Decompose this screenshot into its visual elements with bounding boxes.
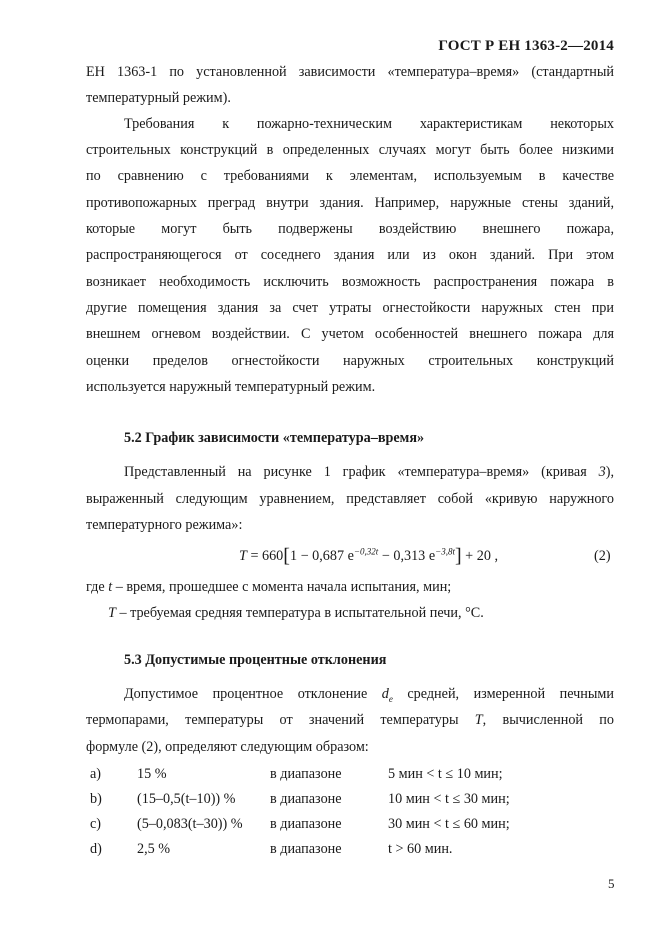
document-header: ГОСТ Р ЕН 1363-2—2014 <box>438 38 614 54</box>
para2-line-8: другие помещения здания за счет утраты огнестойкости наружных стен при <box>86 300 614 316</box>
para3-line-2: выраженный следующим уравнением, представляет собой «кривую наружного <box>86 491 614 507</box>
where-line-1: где t – время, прошедшее с момента начала испытания, мин; <box>86 579 452 595</box>
para4-line-1: Допустимое процентное отклонение $d_e$ средней, измеренной печными <box>124 686 614 704</box>
para2-line-2: строительных конструкций в определенных случаях могут быть более низкими <box>86 142 614 158</box>
equation-number: (2) <box>594 548 611 564</box>
para3-line-1: Представленный на рисунке 1 график «температура–время» (кривая 3), <box>124 464 614 480</box>
where-line-2: T – требуемая средняя температура в испытательной печи, °С. <box>108 605 484 621</box>
page-number: 5 <box>608 876 615 891</box>
para2-line-7: возникает необходимость исключить возможность распространения пожара в <box>86 274 614 290</box>
para2-line-9: внешнем огневом воздействии. С учетом особенностей внешнего пожара для <box>86 326 614 342</box>
para1-line-2: температурный режим). <box>86 90 231 106</box>
para2-line-4: противопожарных преград внутри здания. Например, наружные стены зданий, <box>86 195 614 211</box>
para2-line-1: Требования к пожарно-техническим характеристикам некоторых <box>124 116 614 132</box>
para2-line-6: распространяющегося от соседнего здания или из окон зданий. При этом <box>86 247 614 263</box>
para1-line-1: ЕН 1363-1 по установленной зависимости «температура–время» (стандартный <box>86 64 614 80</box>
para2-line-5: которые могут быть подвержены воздействию внешнего пожара, <box>86 221 614 237</box>
para2-line-10: оценки пределов огнестойкости наружных строительных конструкций <box>86 353 614 369</box>
section-heading-5-2: 5.2 График зависимости «температура–время» <box>124 430 425 446</box>
equation-formula: T = 660[1 − 0,687 $e^{-0,32t} - 0,313$ $e^{-3,8t}] + 20$ , <box>239 545 499 567</box>
para3-line-3: температурного режима»: <box>86 517 243 533</box>
para2-line-3: по сравнению с требованиями к элементам, используемым в качестве <box>86 168 614 184</box>
para4-line-3: формуле (2), определяют следующим образом: <box>86 739 369 755</box>
para2-line-11: используется наружный температурный режим. <box>86 379 376 395</box>
section-heading-5-3: 5.3 Допустимые процентные отклонения <box>124 652 387 668</box>
document-page: ГОСТ Р ЕН 1363-2—2014 ЕН 1363-1 по установленной зависимости «температура–время» (стандартный температурный режим). Требования к пожарно-техническим характеристикам некоторых строительных конструкций в определенных случаях могут быть более низкими по сравнению с требованиями к элементам, используемым в качестве противопожарных преград внутри здания. Например, наружные стены зданий, которые могут быть подвержены воздействию внешнего пожара, распространяющегося от соседнего здания или из окон зданий. При этом возникает необходимость исключить возможность распространения пожара в другие помещения здания за счет утраты огнестойкости наружных стен при внешнем огневом воздействии. С учетом особенностей внешнего пожара для оценки пределов огнестойкости наружных строительных конструкций используется наружный температурный режим. 5.2 График зависимости «температура–время» Представленный на рисунке 1 график «температура–время» (кривая 3), выраженный следующим уравнением, представляет собой «кривую наружного температурного режима»: T = 660[1 − 0,687 $e^{-0,32t} - 0,313$ $e^{-3,8t}] + 20$ , (2) где t – время, прошедшее с момента начала испытания, мин; T – требуемая средняя температура в испытательной печи, °С. 5.3 Допустимые процентные отклонения Допустимое процентное отклонение $d_e$ средней, измеренной печными термопарами, температуры от значений температуры T, вычисленной по формуле (2), определяют следующим образом: a) 15 % в диапазоне 5 мин < t ≤ 10 мин; b) (15–0,5(t–10)) % в диапазоне 10 мин < t ≤ 30 мин; c) (5–0,083(t–30)) % в диапазоне 30 мин < t ≤ 60 мин; d) 2,5 % в диапазоне t > 60 мин. 5 <box>0 0 661 935</box>
para4-line-2: термопарами, температуры от значений температуры T, вычисленной по <box>86 712 614 728</box>
